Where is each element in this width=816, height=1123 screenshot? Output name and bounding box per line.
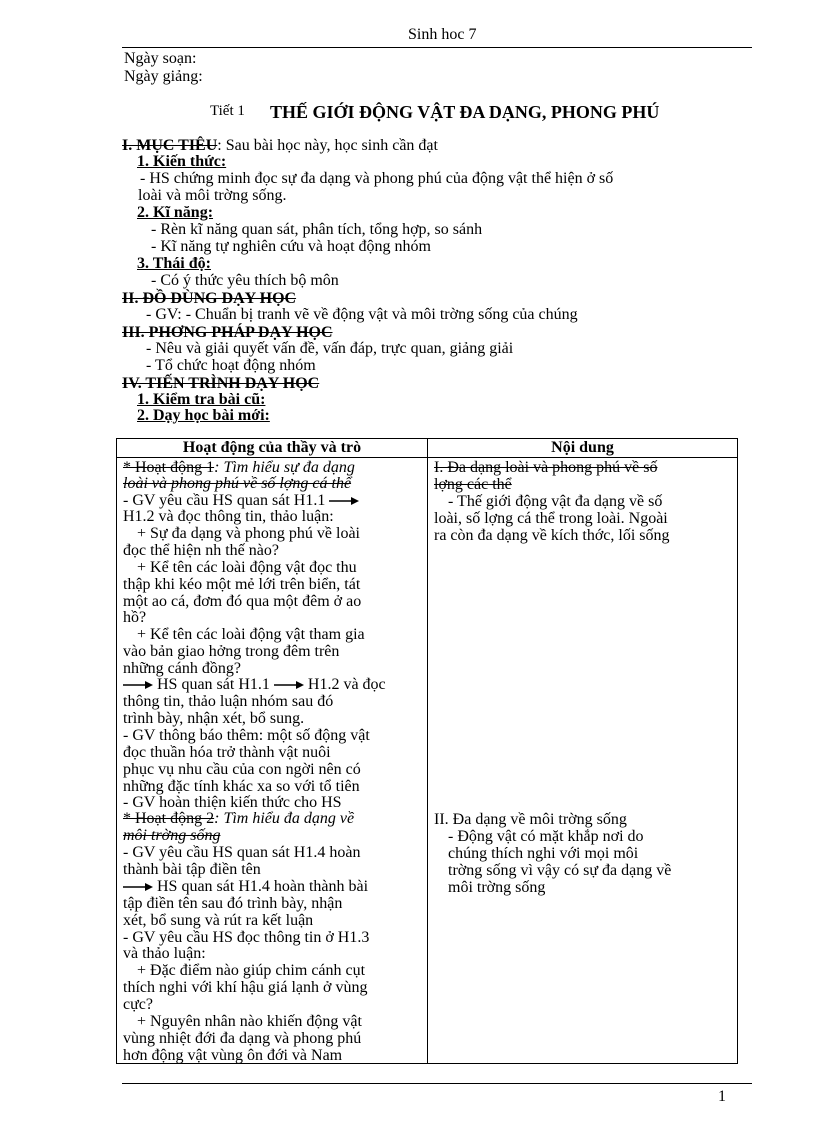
lesson-number: Tiết 1 bbox=[210, 103, 245, 119]
activities-cell bbox=[117, 458, 428, 1064]
content-line: - Động vật có mặt khắp nơi do bbox=[448, 828, 644, 845]
left-line: tập điền tên sau đó trình bày, nhận bbox=[123, 895, 343, 912]
arrow-right-icon bbox=[123, 680, 153, 690]
left-line: - GV yêu cầu HS quan sát H1.4 hoàn bbox=[123, 844, 361, 861]
left-line: hơn động vật vùng ôn đới và Nam bbox=[123, 1047, 343, 1063]
kien-thuc-line-1: - HS chứng minh đọc sự đa dạng và phong phú của động vật thể hiện ở số bbox=[140, 170, 614, 187]
left-line: những cánh đồng? bbox=[123, 660, 241, 677]
left-line: phục vụ nhu cầu của con ngời nên có bbox=[123, 761, 361, 778]
left-line: - GV hoàn thiện kiến thức cho HS bbox=[123, 794, 342, 811]
left-line: HS quan sát H1.4 hoàn thành bài bbox=[123, 878, 368, 895]
left-line: vùng nhiệt đới đa dạng và phong phú bbox=[123, 1030, 362, 1047]
content-heading-2: II. Đa dạng về môi trờng sống bbox=[434, 811, 627, 828]
left-line: những đặc tính khác xa so với tổ tiên bbox=[123, 778, 360, 795]
content-line: chúng thích nghi với mọi môi bbox=[448, 845, 639, 862]
left-line: HS quan sát H1.1 H1.2 và đọc bbox=[123, 676, 386, 693]
kien-thuc-title: 1. Kiến thức: bbox=[137, 153, 227, 170]
header-rule bbox=[122, 47, 752, 48]
activity-1-title: loài và phong phú về số lợng cá thể bbox=[123, 475, 352, 492]
left-line: + Đặc điểm nào giúp chim cánh cụt bbox=[137, 962, 366, 979]
content-line: - Thế giới động vật đa dạng về số bbox=[448, 493, 663, 510]
section-1-heading-line bbox=[122, 137, 438, 154]
content-line: ra còn đa dạng về kích thớc, lối sống bbox=[434, 527, 670, 544]
left-line: trình bày, nhận xét, bổ sung. bbox=[123, 710, 305, 727]
thai-do-line-1: - Có ý thức yêu thích bộ môn bbox=[151, 272, 339, 289]
content-line: loài, số lợng cá thể trong loài. Ngoài bbox=[434, 510, 668, 527]
section-4-heading: IV. TIẾN TRÌNH DẠY HỌC bbox=[122, 375, 320, 392]
left-line: thành bài tập điền tên bbox=[123, 861, 261, 878]
thai-do-title: 3. Thái độ: bbox=[137, 255, 211, 272]
section-3-line-2: - Tổ chức hoạt động nhóm bbox=[146, 357, 316, 374]
left-line: và thảo luận: bbox=[123, 945, 206, 962]
section-4-line-2: 2. Dạy học bài mới: bbox=[137, 407, 270, 424]
content-heading-1: I. Đa dạng loài và phong phú về số bbox=[434, 459, 658, 476]
activity-1-heading: * Hoạt động 1: Tìm hiểu sự đa dạng bbox=[123, 459, 355, 476]
left-line: thích nghi với khí hậu giá lạnh ở vùng bbox=[123, 979, 368, 996]
arrow-right-icon bbox=[123, 882, 153, 892]
content-cell bbox=[428, 458, 738, 1064]
left-line: thông tin, thảo luận nhóm sau đó bbox=[123, 693, 334, 710]
section-3-heading: III. PHƠNG PHÁP DẠY HỌC bbox=[122, 324, 333, 341]
col1-header: Hoạt động của thầy và trò bbox=[117, 439, 428, 458]
left-line: - GV thông báo thêm: một số động vật bbox=[123, 727, 370, 744]
footer-rule bbox=[122, 1083, 752, 1084]
content-line: trờng sống vì vậy có sự đa dạng về bbox=[448, 862, 672, 879]
section-2-heading: II. ĐỒ DÙNG DẠY HỌC bbox=[122, 290, 297, 307]
arrow-right-icon bbox=[329, 496, 359, 506]
left-line: + Kể tên các loài động vật tham gia bbox=[137, 626, 365, 643]
lesson-title: THẾ GIỚI ĐỘNG VẬT ĐA DẠNG, PHONG PHÚ bbox=[270, 102, 660, 122]
left-line: một ao cá, đơm đó qua một đêm ở ao bbox=[123, 593, 362, 610]
left-line: đọc thể hiện nh thế nào? bbox=[123, 542, 279, 559]
content-heading-1-cont: lợng các thể bbox=[434, 476, 512, 493]
section-3-line-1: - Nêu và giải quyết vấn đề, vấn đáp, trực quan, giảng giải bbox=[146, 340, 514, 357]
lesson-table bbox=[116, 438, 738, 1064]
left-line: + Nguyên nhân nào khiến động vật bbox=[137, 1013, 362, 1030]
col2-header: Nội dung bbox=[428, 439, 738, 458]
kien-thuc-line-2: loài và môi trờng sống. bbox=[138, 187, 287, 204]
ngay-soan: Ngày soạn: bbox=[124, 50, 197, 67]
left-line: - GV yêu cầu HS quan sát H1.1 bbox=[123, 492, 359, 509]
left-line: đọc thuần hóa trở thành vật nuôi bbox=[123, 744, 331, 761]
left-line: hồ? bbox=[123, 609, 147, 626]
section-4-line-1: 1. Kiểm tra bài cũ: bbox=[137, 391, 266, 408]
left-line: xét, bổ sung và rút ra kết luận bbox=[123, 912, 314, 929]
left-line: thập khi kéo một mẻ lới trên biển, tát bbox=[123, 576, 361, 593]
ki-nang-title: 2. Kĩ năng: bbox=[137, 204, 214, 221]
section-1-intro: : Sau bài học này, học sinh cần đạt bbox=[217, 137, 438, 154]
left-line: - GV yêu cầu HS đọc thông tin ở H1.3 bbox=[123, 929, 370, 946]
section-1-heading: I. MỤC TIÊU bbox=[122, 137, 218, 154]
ngay-giang: Ngày giảng: bbox=[124, 68, 203, 85]
left-line: cực? bbox=[123, 996, 153, 1013]
content-line: môi trờng sống bbox=[448, 879, 546, 896]
ki-nang-line-2: - Kĩ năng tự nghiên cứu và hoạt động nhóm bbox=[151, 238, 431, 255]
page-number: 1 bbox=[718, 1088, 726, 1105]
ki-nang-line-1: - Rèn kĩ năng quan sát, phân tích, tổng hợp, so sánh bbox=[151, 221, 483, 238]
left-line: + Sự đa dạng và phong phú về loài bbox=[137, 525, 360, 542]
activity-2-title: môi trờng sống bbox=[123, 827, 221, 844]
left-line: + Kể tên các loài động vật đọc thu bbox=[137, 559, 357, 576]
left-line: vào bản giao hởng trong đêm trên bbox=[123, 643, 340, 660]
section-2-line-1: - GV: - Chuẩn bị tranh vẽ về động vật và môi trờng sống của chúng bbox=[146, 306, 578, 323]
left-line: H1.2 và đọc thông tin, thảo luận: bbox=[123, 508, 334, 525]
arrow-right-icon bbox=[274, 680, 304, 690]
activity-2-heading: * Hoạt động 2: Tìm hiểu đa dạng về bbox=[123, 810, 355, 827]
page-header-subject: Sinh hoc 7 bbox=[408, 26, 477, 43]
